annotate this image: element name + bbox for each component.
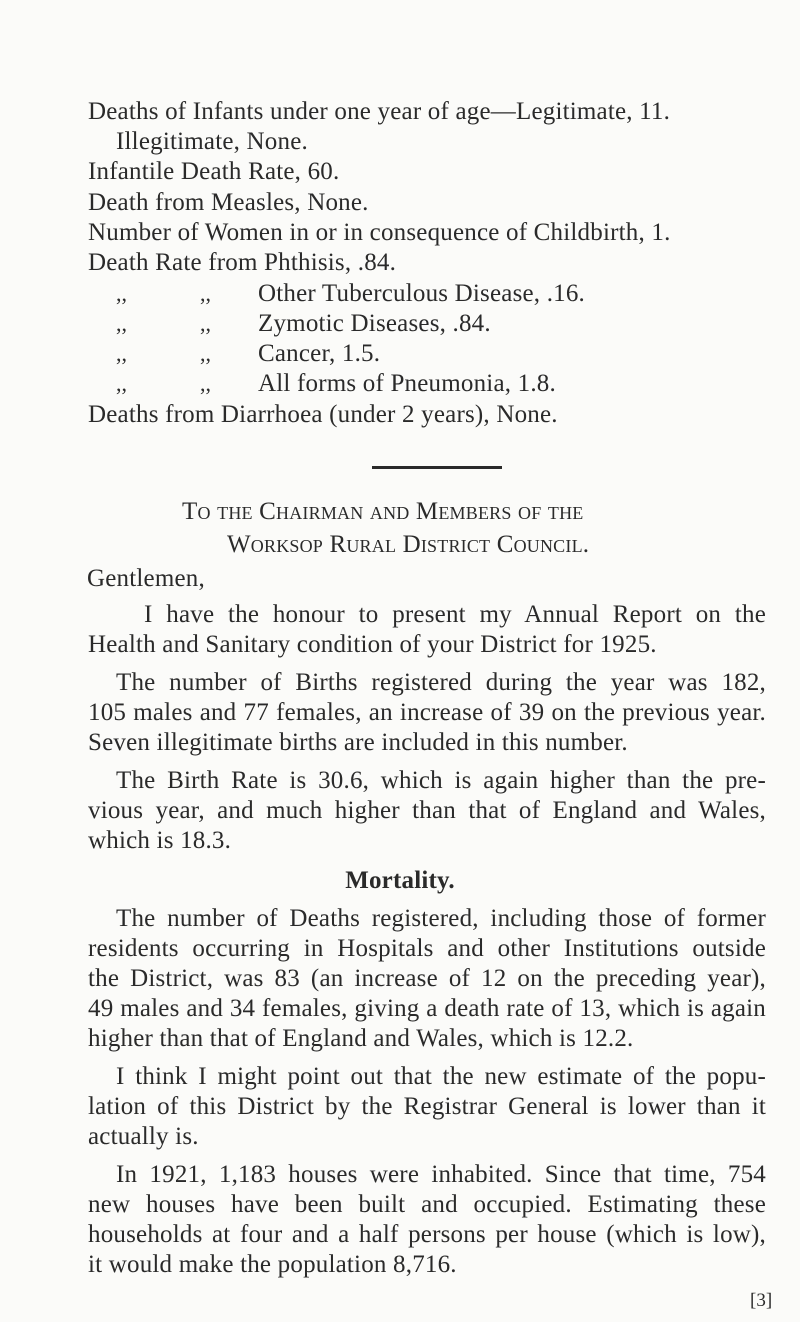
address-line-1: To the Chairman and Members of the	[182, 498, 584, 525]
summary-diarrhoea: Deaths from Diarrhoea (under 2 years), None.	[88, 401, 558, 428]
ditto-mark: ,,	[200, 371, 211, 396]
body-line: I have the honour to present my Annual Report on the	[144, 601, 766, 628]
summary-pneumonia: All forms of Pneumonia, 1.8.	[258, 370, 556, 397]
salutation: Gentlemen,	[87, 565, 205, 592]
summary-phthisis: Death Rate from Phthisis, .84.	[88, 249, 397, 276]
body-line: higher than that of England and Wales, which is 12.2.	[88, 1025, 634, 1052]
body-line: new houses have been built and occupied. Estimating these	[88, 1191, 766, 1218]
body-line: the District, was 83 (an increase of 12 on the preceding year),	[88, 965, 766, 992]
body-line: 49 males and 34 females, giving a death rate of 13, which is again	[88, 995, 766, 1022]
body-line: lation of this District by the Registrar General is lower than it	[88, 1093, 766, 1120]
body-line: The Birth Rate is 30.6, which is again higher than the pre-	[116, 767, 766, 794]
summary-illegitimate: Illegitimate, None.	[116, 128, 308, 155]
body-line: vious year, and much higher than that of England and Wales,	[88, 797, 766, 824]
summary-measles: Death from Measles, None.	[88, 189, 369, 216]
ditto-mark: ,,	[200, 341, 211, 366]
summary-other-tb: Other Tuberculous Disease, .16.	[258, 280, 586, 307]
body-line: Seven illegitimate births are included in this number.	[88, 729, 628, 756]
ditto-mark: ,,	[116, 371, 127, 396]
section-heading-mortality: Mortality.	[345, 867, 455, 894]
body-line: In 1921, 1,183 houses were inhabited. Since that time, 754	[116, 1161, 766, 1188]
body-line: 105 males and 77 females, an increase of 39 on the previous year.	[88, 699, 766, 726]
body-line: it would make the population 8,716.	[88, 1251, 457, 1278]
summary-infantile-rate: Infantile Death Rate, 60.	[88, 158, 340, 185]
ditto-mark: ,,	[116, 311, 127, 336]
address-line-2: Worksop Rural District Council.	[227, 531, 590, 558]
section-divider	[372, 466, 502, 469]
body-line: households at four and a half persons per house (which is low),	[88, 1221, 766, 1248]
body-line: which is 18.3.	[88, 827, 232, 854]
summary-cancer: Cancer, 1.5.	[258, 340, 381, 367]
ditto-mark: ,,	[200, 311, 211, 336]
page-number: [3]	[750, 1290, 773, 1311]
body-line: residents occurring in Hospitals and other Institutions outside	[88, 935, 766, 962]
summary-infant-deaths: Deaths of Infants under one year of age—Legitimate, 11.	[88, 98, 671, 125]
ditto-mark: ,,	[116, 341, 127, 366]
body-line: Health and Sanitary condition of your District for 1925.	[88, 631, 657, 658]
summary-zymotic: Zymotic Diseases, .84.	[258, 310, 491, 337]
body-line: The number of Deaths registered, including those of former	[116, 905, 766, 932]
body-line: I think I might point out that the new estimate of the popu-	[116, 1063, 766, 1090]
body-line: actually is.	[88, 1123, 199, 1150]
ditto-mark: ,,	[116, 281, 127, 306]
ditto-mark: ,,	[200, 281, 211, 306]
summary-childbirth: Number of Women in or in consequence of Childbirth, 1.	[88, 219, 671, 246]
body-line: The number of Births registered during the year was 182,	[116, 669, 766, 696]
